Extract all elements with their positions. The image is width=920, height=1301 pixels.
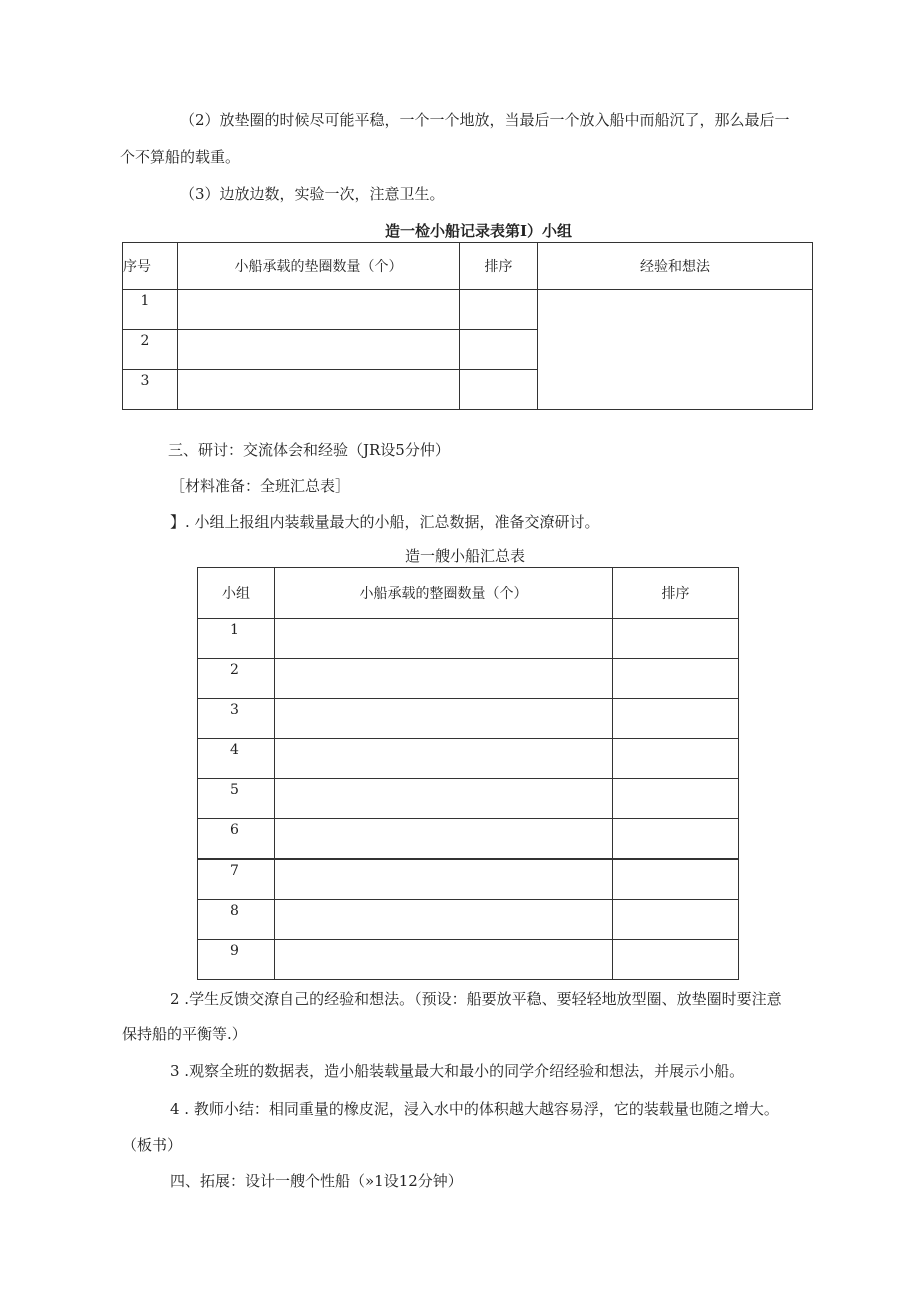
boat-record-table [122, 242, 813, 410]
header-washer-count: 小船承载的垫圈数量（个） [178, 243, 460, 290]
row-number: 9 [198, 940, 275, 980]
header-seq: 序号 [123, 243, 178, 290]
section-3-title: 三、研讨：交流体会和经验（JR设5分仲） [168, 441, 450, 459]
cell-rank [613, 900, 739, 940]
header-rank: 排序 [460, 243, 538, 290]
cell-count [275, 659, 613, 699]
cell-count [178, 370, 460, 410]
cell-count [275, 699, 613, 739]
cell-count [275, 940, 613, 980]
cell-rank [613, 619, 739, 659]
cell-rank [460, 290, 538, 330]
row-number: 7 [198, 859, 275, 900]
cell-count [275, 619, 613, 659]
row-number: 2 [198, 659, 275, 699]
step-4-cont: （板书） [122, 1136, 183, 1154]
cell-rank [613, 859, 739, 900]
cell-count [275, 739, 613, 779]
cell-rank [613, 819, 739, 860]
step-4: 4 . 教师小结：相同重量的橡皮泥，浸入水中的体积越大越容易浮，它的装载量也随之增大。 [170, 1100, 779, 1118]
step-3: 3 .观察全班的数据表，造小船装载量最大和最小的同学介绍经验和想法，并展示小船。 [170, 1062, 745, 1080]
step-2: 2 .学生反馈交潦自己的经验和想法。（预设：船要放平稳、要轻轻地放型圈、放垫圈时要注意 [170, 990, 782, 1008]
header-experience: 经验和想法 [538, 243, 813, 290]
paragraph-2: （2）放垫圈的时候尽可能平稳，一个一个地放，当最后一个放入船中而船沉了，那么最后一 [180, 111, 790, 129]
cell-rank [460, 330, 538, 370]
row-number: 3 [198, 699, 275, 739]
materials-note: ［材料准备：全班汇总表］ [170, 477, 351, 495]
row-number: 3 [123, 370, 178, 410]
step-1: 】. 小组上报组内装载量最大的小船，汇总数据，准备交潦研讨。 [170, 513, 600, 531]
cell-count [275, 900, 613, 940]
row-number: 4 [198, 739, 275, 779]
section-4-title: 四、拓展：设计一艘个性船（»1设12分钟） [170, 1172, 463, 1190]
cell-rank [460, 370, 538, 410]
table1-caption: 造一检小船记录表第I）小组 [385, 222, 573, 240]
cell-experience [538, 290, 813, 410]
header-group: 小组 [198, 568, 275, 619]
cell-rank [613, 739, 739, 779]
cell-count [275, 859, 613, 900]
header-rank: 排序 [613, 568, 739, 619]
row-number: 6 [198, 819, 275, 860]
cell-rank [613, 779, 739, 819]
cell-count [178, 330, 460, 370]
table2-caption: 造一艘小船汇总表 [405, 547, 526, 565]
paragraph-3: （3）边放边数，实验一次，注意卫生。 [180, 185, 445, 203]
cell-count [178, 290, 460, 330]
paragraph-2-cont: 个不算船的载重。 [120, 148, 241, 166]
cell-rank [613, 940, 739, 980]
cell-rank [613, 699, 739, 739]
cell-rank [613, 659, 739, 699]
header-washer-count: 小船承载的整圈数量（个） [275, 568, 613, 619]
row-number: 1 [123, 290, 178, 330]
cell-count [275, 819, 613, 860]
row-number: 5 [198, 779, 275, 819]
row-number: 8 [198, 900, 275, 940]
class-summary-table [197, 567, 739, 980]
cell-count [275, 779, 613, 819]
step-2-cont: 保持船的平衡等.） [122, 1025, 247, 1043]
row-number: 2 [123, 330, 178, 370]
row-number: 1 [198, 619, 275, 659]
